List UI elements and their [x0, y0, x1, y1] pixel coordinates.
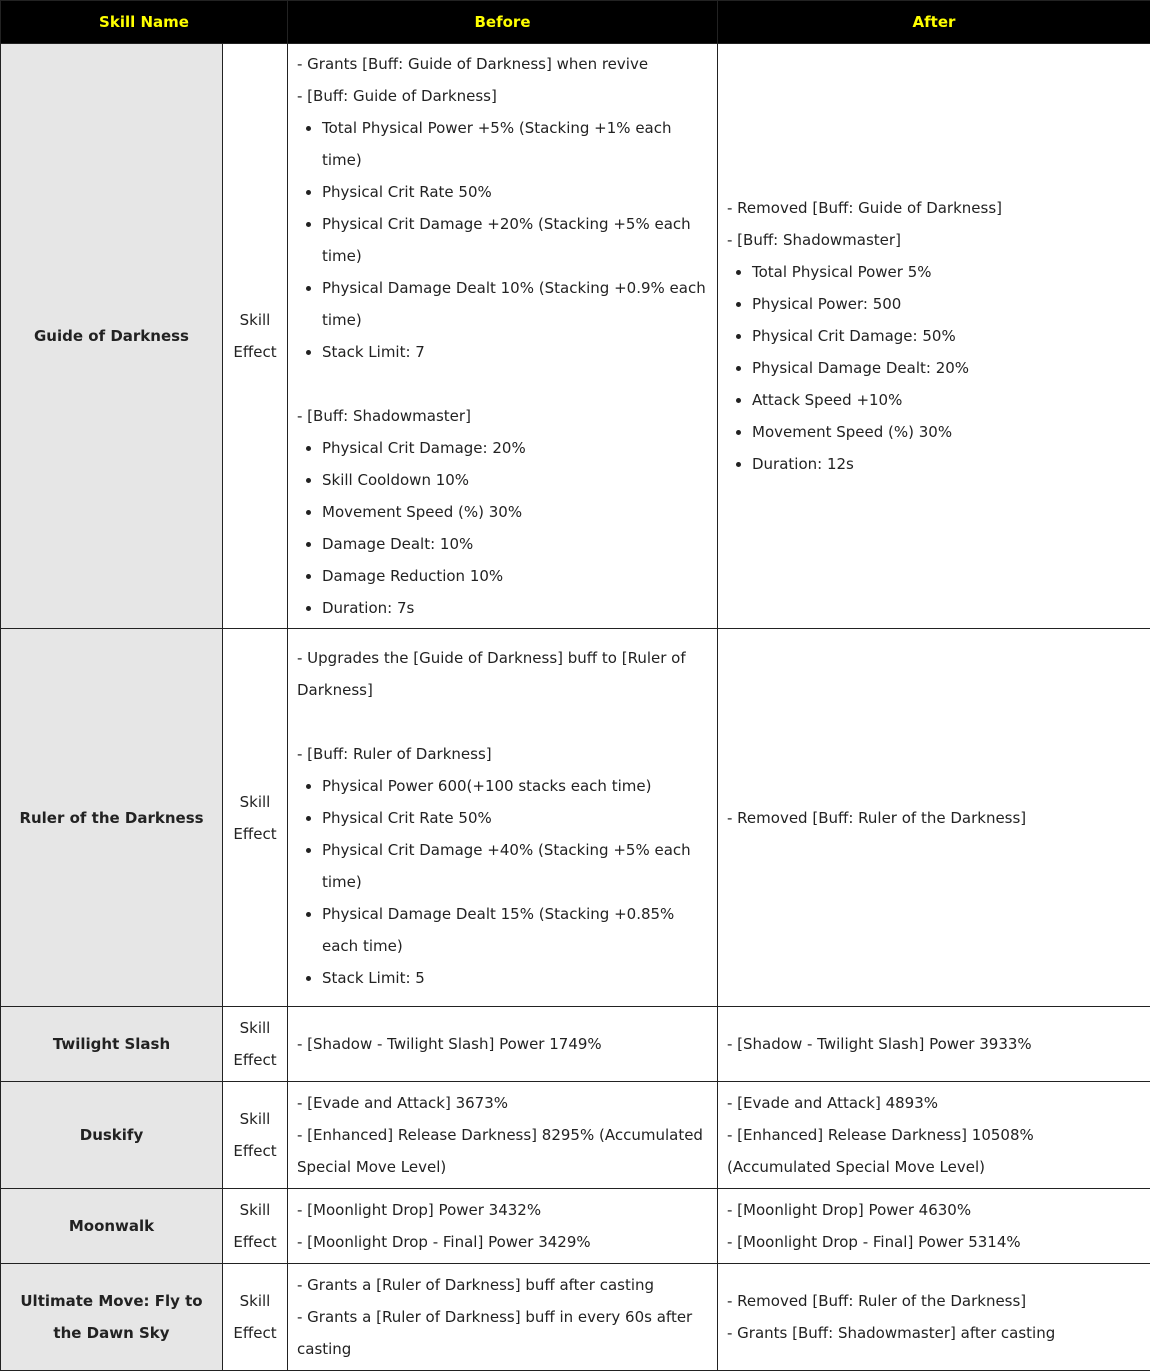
table-row — [1, 1007, 1150, 1082]
skill-type-line: Effect — [233, 343, 277, 361]
after-cell — [718, 44, 1150, 629]
skill-name-cell: Moonwalk — [1, 1189, 223, 1264]
skill-type-line: Effect — [233, 824, 277, 843]
before-cell — [288, 1082, 718, 1189]
after-cell — [718, 629, 1150, 1007]
before-cell — [288, 44, 718, 629]
skill-type-line: Skill — [239, 792, 271, 811]
text-line: - [Moonlight Drop - Final] Power 3429% — [297, 1233, 591, 1251]
table-row — [1, 1082, 1150, 1189]
bullet-item: Physical Damage Dealt 15% (Stacking +0.85% each time) — [322, 898, 708, 962]
text-line: - Grants a [Ruler of Darkness] buff after casting — [297, 1276, 655, 1294]
skill-type-line: Effect — [233, 1051, 277, 1069]
bullet-item: Movement Speed (%) 30% — [322, 496, 708, 528]
text-line: - [Evade and Attack] 3673% — [297, 1094, 509, 1112]
table-row — [1, 1189, 1150, 1264]
skill-type-cell — [223, 1264, 288, 1371]
header-after: After — [718, 1, 1150, 44]
header-skill-name: Skill Name — [1, 1, 288, 44]
text-line: - Removed [Buff: Ruler of the Darkness] — [727, 808, 1027, 827]
bullet-item: Physical Crit Damage +20% (Stacking +5% each time) — [322, 208, 708, 272]
header-before: Before — [288, 1, 718, 44]
bullet-item: Attack Speed +10% — [752, 384, 1141, 416]
bullet-item: Physical Crit Damage: 20% — [322, 432, 708, 464]
spacer — [297, 368, 708, 400]
bullet-item: Stack Limit: 7 — [322, 336, 708, 368]
bullet-item: Stack Limit: 5 — [322, 962, 708, 994]
skill-type-cell — [223, 629, 288, 1007]
skill-name-cell: Twilight Slash — [1, 1007, 223, 1082]
text-line: - [Shadow - Twilight Slash] Power 3933% — [727, 1035, 1032, 1053]
text-line: - Grants [Buff: Shadowmaster] after casting — [727, 1324, 1056, 1342]
bullet-item: Physical Crit Damage +40% (Stacking +5% each time) — [322, 834, 708, 898]
bullet-list — [297, 112, 708, 368]
text-line: - [Buff: Ruler of Darkness] — [297, 744, 492, 763]
bullet-item: Total Physical Power 5% — [752, 256, 1141, 288]
bullet-list — [727, 256, 1141, 480]
spacer — [297, 706, 708, 738]
text-line: - [Buff: Shadowmaster] — [297, 407, 471, 425]
text-line: - [Evade and Attack] 4893% — [727, 1094, 939, 1112]
bullet-item: Duration: 12s — [752, 448, 1141, 480]
skill-name-cell: Guide of Darkness — [1, 44, 223, 629]
skill-type-line: Skill — [239, 1019, 271, 1037]
bullet-item: Physical Crit Damage: 50% — [752, 320, 1141, 352]
before-cell — [288, 1189, 718, 1264]
bullet-item: Damage Reduction 10% — [322, 560, 708, 592]
text-line: - Removed [Buff: Ruler of the Darkness] — [727, 1292, 1027, 1310]
bullet-list — [297, 770, 708, 994]
bullet-item: Movement Speed (%) 30% — [752, 416, 1141, 448]
skill-type-line: Effect — [233, 1233, 277, 1251]
after-cell — [718, 1082, 1150, 1189]
text-line: - Grants [Buff: Guide of Darkness] when revive — [297, 55, 649, 73]
skill-type-line: Skill — [239, 1292, 271, 1310]
skill-name-cell: Ultimate Move: Fly to the Dawn Sky — [1, 1264, 223, 1371]
text-line: - [Moonlight Drop - Final] Power 5314% — [727, 1233, 1021, 1251]
text-line: - [Moonlight Drop] Power 3432% — [297, 1201, 542, 1219]
skill-type-cell — [223, 1189, 288, 1264]
bullet-item: Total Physical Power +5% (Stacking +1% each time) — [322, 112, 708, 176]
skill-type-line: Skill — [239, 311, 271, 329]
skill-type-line: Skill — [239, 1110, 271, 1128]
before-cell — [288, 1007, 718, 1082]
text-line: - Upgrades the [Guide of Darkness] buff to [Ruler of Darkness] — [297, 648, 686, 699]
before-cell — [288, 629, 718, 1007]
skill-name-cell: Ruler of the Darkness — [1, 629, 223, 1007]
table-row — [1, 629, 1150, 1007]
bullet-item: Physical Damage Dealt: 20% — [752, 352, 1141, 384]
bullet-item: Skill Cooldown 10% — [322, 464, 708, 496]
text-line: - [Shadow - Twilight Slash] Power 1749% — [297, 1035, 602, 1053]
header-row — [1, 1, 1150, 44]
text-line: - Grants a [Ruler of Darkness] buff in every 60s after casting — [297, 1308, 693, 1358]
after-cell — [718, 1189, 1150, 1264]
bullet-list — [297, 432, 708, 624]
table-row — [1, 44, 1150, 629]
skill-type-cell — [223, 1082, 288, 1189]
text-line: - [Enhanced] Release Darkness] 10508% (Accumulated Special Move Level) — [727, 1126, 1034, 1176]
skill-type-cell — [223, 44, 288, 629]
after-cell — [718, 1007, 1150, 1082]
before-cell — [288, 1264, 718, 1371]
bullet-item: Physical Crit Rate 50% — [322, 802, 708, 834]
bullet-item: Physical Crit Rate 50% — [322, 176, 708, 208]
bullet-item: Damage Dealt: 10% — [322, 528, 708, 560]
skill-type-cell — [223, 1007, 288, 1082]
skill-type-line: Effect — [233, 1324, 277, 1342]
text-line: - [Buff: Shadowmaster] — [727, 231, 901, 249]
text-line: - [Buff: Guide of Darkness] — [297, 87, 497, 105]
after-cell — [718, 1264, 1150, 1371]
text-line: - [Moonlight Drop] Power 4630% — [727, 1201, 972, 1219]
skill-name-cell: Duskify — [1, 1082, 223, 1189]
bullet-item: Duration: 7s — [322, 592, 708, 624]
skill-type-line: Effect — [233, 1142, 277, 1160]
text-line: - Removed [Buff: Guide of Darkness] — [727, 199, 1003, 217]
table-row — [1, 1264, 1150, 1371]
bullet-item: Physical Power: 500 — [752, 288, 1141, 320]
bullet-item: Physical Power 600(+100 stacks each time) — [322, 770, 708, 802]
text-line: - [Enhanced] Release Darkness] 8295% (Accumulated Special Move Level) — [297, 1126, 703, 1176]
skill-type-line: Skill — [239, 1201, 271, 1219]
bullet-item: Physical Damage Dealt 10% (Stacking +0.9% each time) — [322, 272, 708, 336]
